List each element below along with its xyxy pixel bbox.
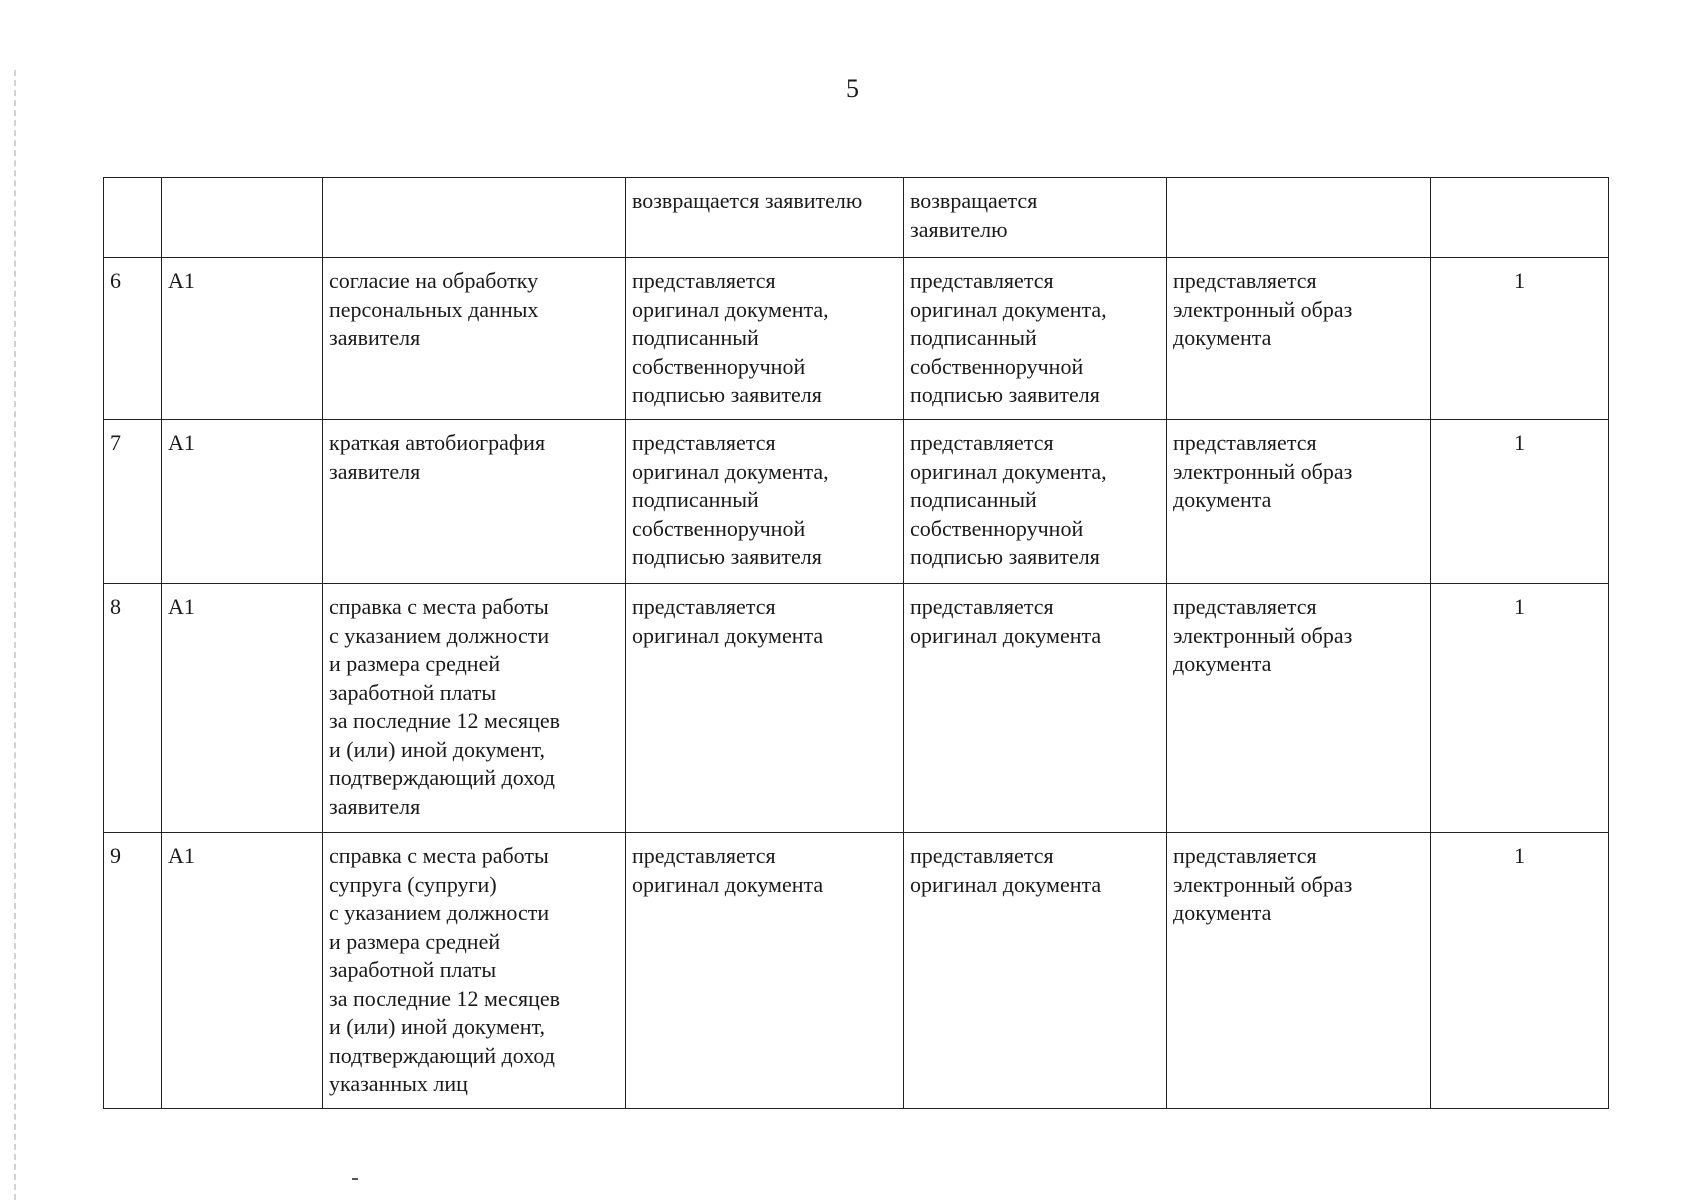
cell-submission-electronic xyxy=(1167,178,1431,258)
cell-submission-mfc: представляется оригинал документа, подписанный собственноручной подписью заявителя xyxy=(904,420,1167,584)
cell-submission-personal: представляется оригинал документа xyxy=(626,833,904,1109)
table-row xyxy=(104,178,1609,258)
cell-submission-mfc: представляется оригинал документа xyxy=(904,833,1167,1109)
cell-number: 9 xyxy=(104,833,162,1109)
cell-count xyxy=(1431,178,1609,258)
cell-number: 8 xyxy=(104,584,162,833)
cell-number xyxy=(104,178,162,258)
cell-category: А1 xyxy=(162,258,323,420)
cell-submission-electronic: представляется электронный образ документа xyxy=(1167,833,1431,1109)
cell-category: А1 xyxy=(162,420,323,584)
cell-submission-personal: представляется оригинал документа, подписанный собственноручной подписью заявителя xyxy=(626,420,904,584)
cell-submission-mfc: возвращается заявителю xyxy=(904,178,1167,258)
scan-edge-marks xyxy=(14,70,18,1200)
documents-table xyxy=(103,177,1609,1109)
cell-submission-mfc: представляется оригинал документа xyxy=(904,584,1167,833)
cell-count: 1 xyxy=(1431,258,1609,420)
cell-document-name: краткая автобиография заявителя xyxy=(323,420,626,584)
cell-submission-electronic: представляется электронный образ документа xyxy=(1167,258,1431,420)
cell-submission-mfc: представляется оригинал документа, подписанный собственноручной подписью заявителя xyxy=(904,258,1167,420)
cell-number: 6 xyxy=(104,258,162,420)
cell-document-name xyxy=(323,178,626,258)
cell-number: 7 xyxy=(104,420,162,584)
table-row xyxy=(104,420,1609,584)
scan-artifact-mark xyxy=(352,1178,358,1180)
page-number: 5 xyxy=(846,74,859,103)
cell-document-name: справка с места работы с указанием должности и размера средней заработной платы за последние 12 месяцев и (или) иной документ, подтверждающий доход заявителя xyxy=(323,584,626,833)
table-row xyxy=(104,833,1609,1109)
cell-category: А1 xyxy=(162,833,323,1109)
cell-category: А1 xyxy=(162,584,323,833)
cell-submission-personal: возвращается заявителю xyxy=(626,178,904,258)
cell-submission-electronic: представляется электронный образ документа xyxy=(1167,584,1431,833)
cell-submission-electronic: представляется электронный образ документа xyxy=(1167,420,1431,584)
cell-count: 1 xyxy=(1431,584,1609,833)
table-row xyxy=(104,584,1609,833)
table-row xyxy=(104,258,1609,420)
cell-submission-personal: представляется оригинал документа, подписанный собственноручной подписью заявителя xyxy=(626,258,904,420)
cell-count: 1 xyxy=(1431,833,1609,1109)
cell-submission-personal: представляется оригинал документа xyxy=(626,584,904,833)
cell-document-name: согласие на обработку персональных данных заявителя xyxy=(323,258,626,420)
cell-count: 1 xyxy=(1431,420,1609,584)
cell-document-name: справка с места работы супруга (супруги) с указанием должности и размера средней заработной платы за последние 12 месяцев и (или) иной документ, подтверждающий доход указанных лиц xyxy=(323,833,626,1109)
cell-category xyxy=(162,178,323,258)
